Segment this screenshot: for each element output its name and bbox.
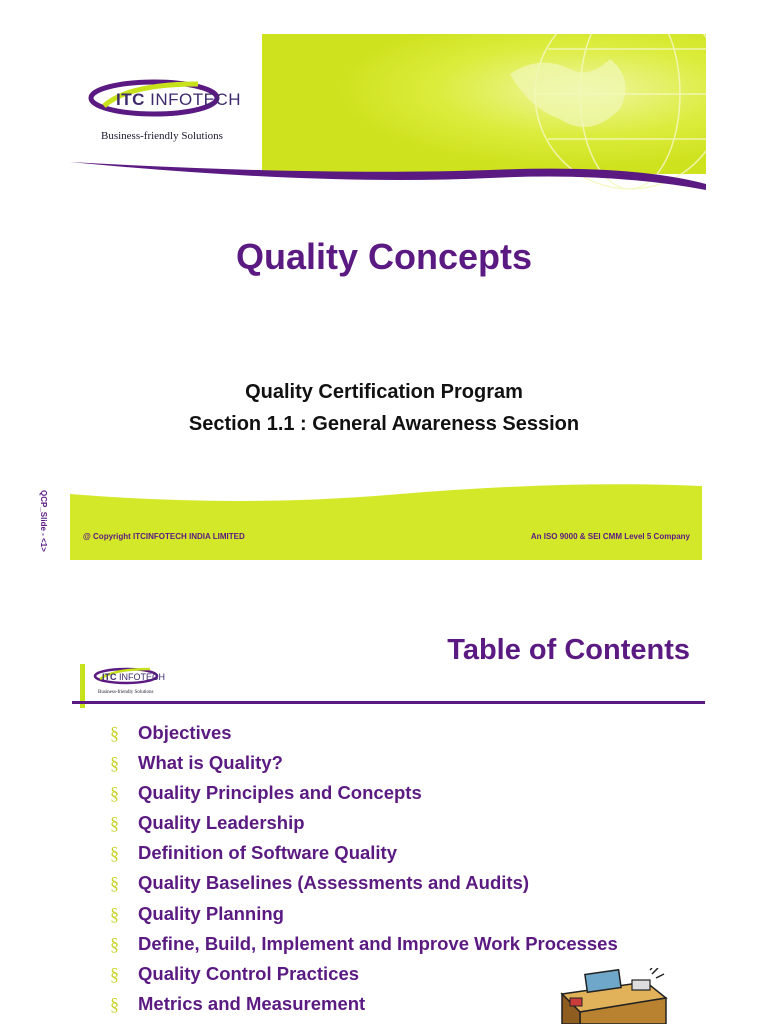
logo-tagline: Business-friendly Solutions (101, 130, 223, 142)
bullet-icon: § (110, 783, 119, 804)
toc-item-label: Quality Principles and Concepts (138, 782, 422, 804)
logo-brand: ITC INFOTECH (116, 90, 241, 109)
toc-item-label: Objectives (138, 722, 232, 743)
toc-item (110, 720, 618, 750)
bullet-icon: § (110, 963, 119, 984)
bullet-icon: § (110, 993, 119, 1014)
toc-item (110, 961, 618, 991)
toc-item (110, 750, 618, 780)
toc-item (110, 931, 618, 961)
bullet-icon: § (110, 873, 119, 894)
footer-certification: An ISO 9000 & SEI CMM Level 5 Company (530, 532, 690, 541)
subtitle-line-1: Quality Certification Program (245, 381, 523, 403)
footer-banner (70, 480, 702, 562)
toc-item-label: What is Quality? (138, 752, 283, 774)
toc-item-label: Quality Leadership (138, 812, 305, 834)
bullet-icon: § (110, 933, 119, 954)
toc-item (110, 780, 618, 810)
toc-item-label: Definition of Software Quality (138, 842, 398, 864)
subtitle-line-2: Section 1.1 : General Awareness Session (188, 413, 580, 435)
bullet-icon: § (110, 723, 119, 743)
bullet-icon: § (110, 843, 119, 864)
toc-item-label: Quality Baselines (Assessments and Audits) (138, 872, 530, 894)
footer-copyright: @ Copyright ITCINFOTECH INDIA LIMITED (83, 532, 245, 541)
toc-item (110, 840, 618, 870)
toc-item (110, 810, 618, 840)
slide-number: QCP_Slide - <1> (39, 490, 48, 552)
company-logo (88, 76, 288, 156)
toc-item (110, 870, 618, 900)
toc-list (110, 720, 618, 1021)
logo-tagline: Business-friendly Solutions (98, 690, 154, 695)
bullet-icon: § (110, 903, 119, 924)
company-logo-small (92, 666, 202, 704)
bullet-icon: § (110, 813, 119, 834)
desk-clipart (556, 968, 676, 1024)
toc-item (110, 991, 618, 1021)
toc-item-label: Quality Control Practices (138, 962, 360, 984)
toc-item-label: Metrics and Measurement (138, 992, 366, 1014)
title-divider (72, 701, 705, 704)
toc-item (110, 901, 618, 931)
toc-item-label: Define, Build, Implement and Improve Work Processes (138, 932, 618, 954)
bullet-icon: § (110, 753, 119, 774)
toc-item-label: Quality Planning (138, 902, 284, 924)
slide-subtitle (0, 376, 768, 440)
logo-brand: ITC INFOTECH (102, 672, 165, 682)
toc-title: Table of Contents (447, 634, 690, 666)
slide-title: Quality Concepts (235, 236, 533, 277)
